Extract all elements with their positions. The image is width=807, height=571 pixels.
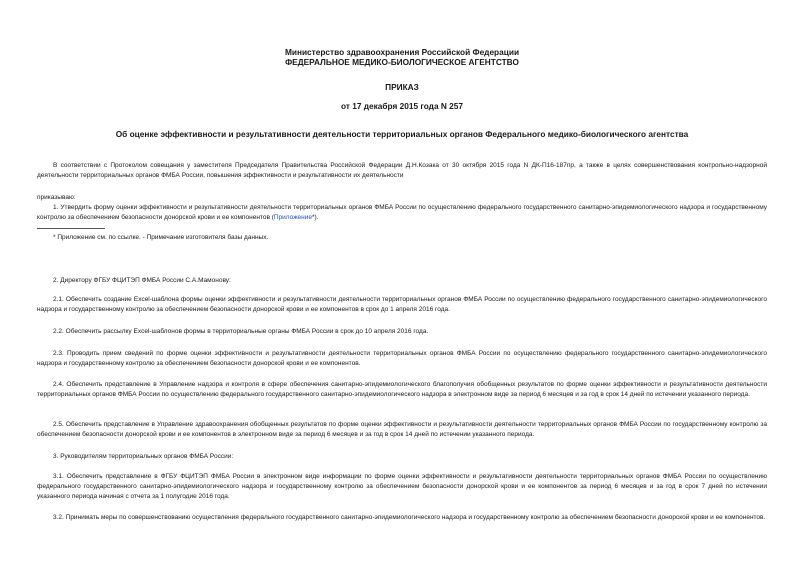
paragraph-3-2: 3.2. Принимать меры по совершенствованию осуществления федерального государственного санитарно-эпидемиологического надзора и государственному контролю за обеспечением безопасности донорской крови и ее компонентов. xyxy=(53,514,766,521)
document-title: Об оценке эффективности и результативности деятельности территориальных органов Федерального медико-биологического агентства xyxy=(115,129,689,139)
paragraph-2-3: 2.3. Проводить прием сведений по форме оценки эффективности и результативности деятельности территориальных органов ФМБА России по осуществлению федерального государственного санитарно-эпидемиологического надзора и государственному контролю за обеспечением безопасности донорской крови и ее компонентов. xyxy=(37,350,767,367)
paragraph-2-4: 2.4. Обеспечить представление в Управление надзора и контроля в сфере обеспечения санитарно-эпидемиологического благополучия обобщенных результатов по форме оценки эффективности и результативности деятельности территориальных органов ФМБА России по осуществлению федерального государственного санитарно-эпидемиологического надзора в электронном виде за период 6 месяцев и за год в срок 14 дней по истечении указанного периода. xyxy=(37,381,767,398)
footnote-divider xyxy=(37,228,105,229)
ministry-name: Министерство здравоохранения Российской Федерации xyxy=(284,47,520,57)
paragraph-2-1: 2.1. Обеспечить создание Excel-шаблона формы оценки эффективности и результативности деятельности территориальных органов ФМБА России по осуществлению федерального государственного санитарно-эпидемиологического надзора и государственному контролю за обеспечением безопасности донорской крови и ее компонентов в срок до 1 апреля 2016 года. xyxy=(37,296,767,313)
document-date: от 17 декабря 2015 года N 257 xyxy=(340,101,464,111)
paragraph-2: 2. Директору ФГБУ ФЦИТЭП ФМБА России С.А.Мамонову: xyxy=(53,277,231,284)
appendix-link[interactable]: Приложение xyxy=(273,214,312,221)
document-type: ПРИКАЗ xyxy=(385,82,419,92)
document-page xyxy=(37,0,767,571)
paragraph-3: 3. Руководителям территориальных органов ФМБА России: xyxy=(53,453,234,460)
preamble-paragraph: В соответствии с Протоколом совещания у заместителя Председателя Правительства Российской Федерации Д.Н.Козака от 30 октября 2015 года N ДК-П16-187пр, а также в целях совершенствования контрольно-надзорной деятельности территориальных органов ФМБА России, повышения эффективности и результативности их деятельности xyxy=(37,162,767,179)
footnote: * Приложение см. по ссылке. - Примечание изготовителя базы данных. xyxy=(53,234,269,241)
paragraph-1 xyxy=(37,203,767,223)
paragraph-2-2: 2.2. Обеспечить рассылку Excel-шаблонов формы в территориальные органы ФМБА России в срок до 10 апреля 2016 года. xyxy=(53,328,429,335)
paragraph-3-1: 3.1. Обеспечить представление в ФГБУ ФЦИТЭП ФМБА России в электронном виде информации по форме оценки эффективности и результативности деятельности территориальных органов ФМБА России по осуществлению федерального государственного санитарно-эпидемиологического надзора и государственному контролю за обеспечением безопасности донорской крови и ее компонентов за период 6 месяцев и за год в срок 7 дней по истечении указанного периода начиная с отчета за 1 полугодие 2016 года. xyxy=(37,473,767,500)
paragraph-2-5: 2.5. Обеспечить представление в Управление здравоохранения обобщенных результатов по форме оценки эффективности и результативности деятельности территориальных органов ФМБА России по государственному контролю за обеспечением безопасности донорской крови и ее компонентов в электронном виде за период 6 месяцев и за год в срок 14 дней по истечении указанного периода. xyxy=(37,421,767,438)
paragraph-1-text: 1. Утвердить форму оценки эффективности и результативности деятельности территориальных органов ФМБА России по осуществлению федерального государственного санитарно-эпидемиологического надзора и государственному контролю за обеспечением безопасности донорской крови и ее компонентов ( xyxy=(37,204,767,221)
agency-name: ФЕДЕРАЛЬНОЕ МЕДИКО-БИОЛОГИЧЕСКОЕ АГЕНТСТВО xyxy=(285,57,519,67)
order-word: приказываю: xyxy=(37,194,76,201)
paragraph-1-end: *). xyxy=(312,214,319,221)
